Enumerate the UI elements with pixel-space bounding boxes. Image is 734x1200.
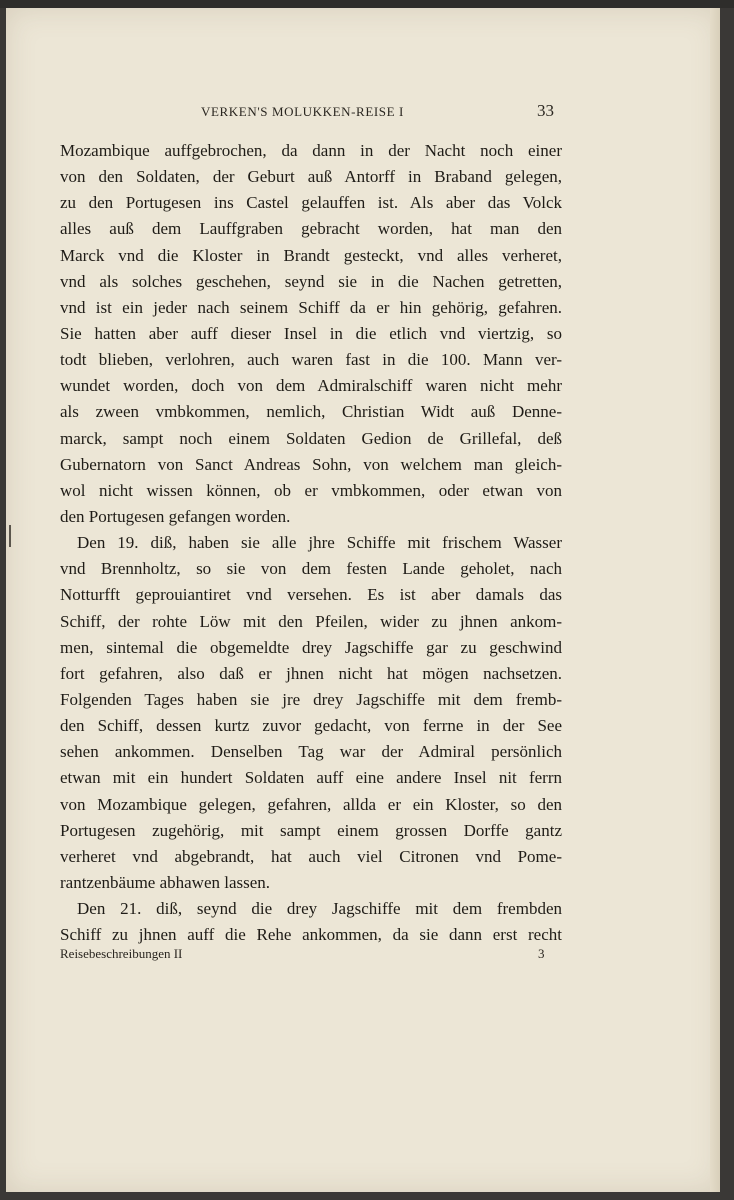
text-line: marck, sampt noch einem Soldaten Gedion de Grillefal, deß xyxy=(60,428,562,448)
text-line: Mozambique auffgebrochen, da dann in der Nacht noch einer xyxy=(60,141,562,160)
text-line: Den 21. diß, seynd die drey Jagschiffe mit dem frembden xyxy=(77,899,562,919)
text-line: Notturfft geprouiantiret vnd versehen. Es ist aber damals das xyxy=(60,585,562,605)
running-header xyxy=(6,100,720,126)
book-page xyxy=(6,8,720,1192)
text-line: fort gefahren, also daß er jhnen nicht hat mögen nachsetzen. xyxy=(60,663,562,683)
page-edge xyxy=(710,8,720,1192)
text-line: wol nicht wissen können, ob er vmbkommen, oder etwan von xyxy=(60,480,562,500)
series-title: Reisebeschreibungen II xyxy=(60,946,183,961)
text-line: vnd als solches geschehen, seynd sie in die Nachen getretten, xyxy=(60,271,562,291)
text-line: Marck vnd die Kloster in Brandt gesteckt, vnd alles verheret, xyxy=(60,245,562,265)
fold-mark xyxy=(9,525,11,547)
text-line: verheret vnd abgebrandt, hat auch viel Citronen vnd Pome- xyxy=(60,846,562,866)
text-line: vnd ist ein jeder nach seinem Schiff da er hin gehörig, gefahren. xyxy=(60,297,562,317)
text-line: Gubernatorn von Sanct Andreas Sohn, von welchem man gleich- xyxy=(60,454,562,474)
text-line: Portugesen zugehörig, mit sampt einem grossen Dorffe gantz xyxy=(60,820,562,840)
text-line: den Portugesen gefangen worden. xyxy=(60,506,291,526)
page-footer xyxy=(6,946,720,968)
text-line: den Schiff, dessen kurtz zuvor gedacht, von ferrne in der See xyxy=(60,716,562,736)
text-line: von den Soldaten, der Geburt auß Antorff in Braband gelegen, xyxy=(60,167,562,187)
text-line: men, sintemal die obgemeldte drey Jagschiffe gar zu geschwind xyxy=(60,637,562,657)
text-line: alles auß dem Lauffgraben gebracht worden, hat man den xyxy=(60,219,562,239)
text-line: todt blieben, verlohren, auch waren fast in die 100. Mann ver- xyxy=(60,350,562,370)
text-line: etwan mit ein hundert Soldaten auff eine andere Insel nit ferrn xyxy=(60,768,562,788)
scan-background xyxy=(0,0,734,8)
text-line: zu den Portugesen ins Castel gelauffen ist. Als aber das Volck xyxy=(60,193,562,213)
text-line: als zween vmbkommen, nemlich, Christian Widt auß Denne- xyxy=(60,402,562,422)
text-line: rantzenbäume abhawen lassen. xyxy=(60,872,271,892)
text-line: Den 19. diß, haben sie alle jhre Schiffe mit frischem Wasser xyxy=(77,533,562,553)
signature-mark: 3 xyxy=(538,946,545,961)
text-line: Schiff zu jhnen auff die Rehe ankommen, da sie dann erst recht xyxy=(60,925,562,945)
page-number: 33 xyxy=(537,101,554,120)
text-line: vnd Brennholtz, so sie von dem festen Lande geholet, nach xyxy=(60,559,562,579)
text-line: Sie hatten aber auff dieser Insel in die etlich vnd viertzig, so xyxy=(60,323,562,343)
text-line: Folgenden Tages haben sie jre drey Jagschiffe mit dem fremb- xyxy=(60,689,562,709)
body-text xyxy=(60,138,562,948)
text-line: sehen ankommen. Denselben Tag war der Admiral persönlich xyxy=(60,742,562,762)
text-line: Schiff, der rohte Löw mit den Pfeilen, wider zu jhnen ankom- xyxy=(60,611,562,631)
text-line: von Mozambique gelegen, gefahren, allda er ein Kloster, so den xyxy=(60,794,562,814)
text-line: wundet worden, doch von dem Admiralschiff waren nicht mehr xyxy=(60,376,562,396)
running-title: VERKEN'S MOLUKKEN-REISE I xyxy=(201,104,404,119)
